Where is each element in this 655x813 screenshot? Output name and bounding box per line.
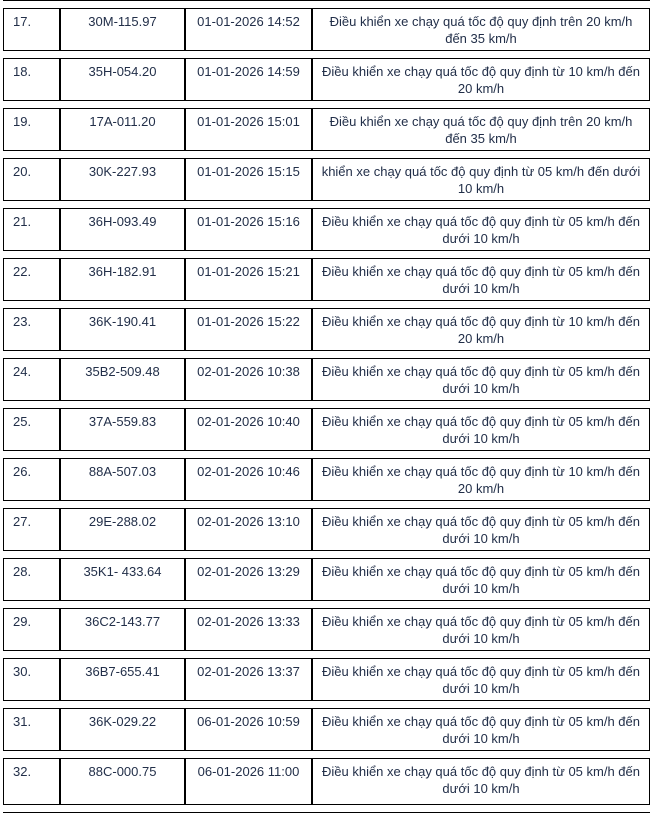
table-row — [3, 408, 650, 451]
datetime-cell: 01-01-2026 15:01 — [185, 108, 312, 151]
violation-cell: Điều khiển xe chạy quá tốc độ quy định từ 10 km/h đến 20 km/h — [312, 308, 650, 351]
table-row — [3, 658, 650, 701]
datetime-cell: 02-01-2026 13:29 — [185, 558, 312, 601]
plate-cell: 35K1- 433.64 — [60, 558, 185, 601]
plate-cell: 36H-093.49 — [60, 208, 185, 251]
plate-cell: 36C2-143.77 — [60, 608, 185, 651]
violation-table-body — [3, 0, 650, 813]
datetime-cell: 01-01-2026 14:52 — [185, 8, 312, 51]
plate-cell: 88A-507.03 — [60, 458, 185, 501]
table-row — [3, 758, 650, 805]
violation-cell: Điều khiển xe chạy quá tốc độ quy định từ 05 km/h đến dưới 10 km/h — [312, 658, 650, 701]
violation-cell: Điều khiển xe chạy quá tốc độ quy định từ 05 km/h đến dưới 10 km/h — [312, 558, 650, 601]
row-number-cell: 26. — [3, 458, 60, 501]
violation-cell: Điều khiển xe chạy quá tốc độ quy định từ 05 km/h đến dưới 10 km/h — [312, 358, 650, 401]
table-row-partial-top — [3, 0, 650, 1]
plate-cell — [60, 0, 185, 1]
row-number-cell: 32. — [3, 758, 60, 805]
row-number-cell: 22. — [3, 258, 60, 301]
violation-cell: Điều khiển xe chạy quá tốc độ quy định từ 05 km/h đến dưới 10 km/h — [312, 258, 650, 301]
violation-cell: Điều khiển xe chạy quá tốc độ quy định từ 10 km/h đến 20 km/h — [312, 58, 650, 101]
table-row — [3, 358, 650, 401]
violation-cell: Điều khiển xe chạy quá tốc độ quy định từ 05 km/h đến dưới 10 km/h — [312, 758, 650, 805]
datetime-cell: 02-01-2026 10:40 — [185, 408, 312, 451]
table-row — [3, 158, 650, 201]
violation-cell: Điều khiển xe chạy quá tốc độ quy định từ 05 km/h đến dưới 10 km/h — [312, 408, 650, 451]
datetime-cell: 06-01-2026 10:59 — [185, 708, 312, 751]
datetime-cell: 02-01-2026 13:10 — [185, 508, 312, 551]
violation-results-table — [3, 0, 650, 813]
violation-cell: khiển xe chạy quá tốc độ quy định từ 05 km/h đến dưới 10 km/h — [312, 158, 650, 201]
datetime-cell: 02-01-2026 13:33 — [185, 608, 312, 651]
table-row — [3, 308, 650, 351]
datetime-cell: 01-01-2026 15:22 — [185, 308, 312, 351]
table-row — [3, 208, 650, 251]
datetime-cell: 01-01-2026 15:21 — [185, 258, 312, 301]
datetime-cell: 02-01-2026 10:38 — [185, 358, 312, 401]
row-number-cell: 18. — [3, 58, 60, 101]
row-number-cell — [3, 0, 60, 1]
plate-cell: 36B7-655.41 — [60, 658, 185, 701]
plate-cell: 37A-559.83 — [60, 408, 185, 451]
table-row — [3, 58, 650, 101]
row-number-cell: 24. — [3, 358, 60, 401]
row-number-cell: 28. — [3, 558, 60, 601]
table-row — [3, 508, 650, 551]
violation-cell: Điều khiển xe chạy quá tốc độ quy định trên 20 km/h đến 35 km/h — [312, 8, 650, 51]
plate-cell: 30M-115.97 — [60, 8, 185, 51]
plate-cell: 36H-182.91 — [60, 258, 185, 301]
table-row — [3, 708, 650, 751]
violation-cell: Điều khiển xe chạy quá tốc độ quy định từ 05 km/h đến dưới 10 km/h — [312, 708, 650, 751]
table-row — [3, 258, 650, 301]
row-number-cell: 23. — [3, 308, 60, 351]
violation-cell: Điều khiển xe chạy quá tốc độ quy định trên 20 km/h đến 35 km/h — [312, 108, 650, 151]
table-row — [3, 608, 650, 651]
row-number-cell: 27. — [3, 508, 60, 551]
violation-cell: Điều khiển xe chạy quá tốc độ quy định từ 10 km/h đến 20 km/h — [312, 458, 650, 501]
datetime-cell: 01-01-2026 15:16 — [185, 208, 312, 251]
datetime-cell: 06-01-2026 11:00 — [185, 758, 312, 805]
plate-cell: 30K-227.93 — [60, 158, 185, 201]
plate-cell: 29E-288.02 — [60, 508, 185, 551]
violation-cell: Điều khiển xe chạy quá tốc độ quy định từ 05 km/h đến dưới 10 km/h — [312, 508, 650, 551]
table-row — [3, 8, 650, 51]
table-row — [3, 108, 650, 151]
row-number-cell: 25. — [3, 408, 60, 451]
datetime-cell: 01-01-2026 14:59 — [185, 58, 312, 101]
table-row — [3, 558, 650, 601]
datetime-cell: 02-01-2026 13:37 — [185, 658, 312, 701]
row-number-cell: 19. — [3, 108, 60, 151]
row-number-cell: 31. — [3, 708, 60, 751]
table-row — [3, 458, 650, 501]
row-number-cell: 21. — [3, 208, 60, 251]
plate-cell: 35B2-509.48 — [60, 358, 185, 401]
plate-cell: 17A-011.20 — [60, 108, 185, 151]
violation-cell: Điều khiển xe chạy quá tốc độ quy định từ 05 km/h đến dưới 10 km/h — [312, 608, 650, 651]
datetime-cell: 01-01-2026 15:15 — [185, 158, 312, 201]
datetime-cell: 02-01-2026 10:46 — [185, 458, 312, 501]
plate-cell: 35H-054.20 — [60, 58, 185, 101]
datetime-cell — [185, 0, 312, 1]
plate-cell: 36K-190.41 — [60, 308, 185, 351]
violation-cell — [312, 0, 650, 1]
row-number-cell: 30. — [3, 658, 60, 701]
row-number-cell: 17. — [3, 8, 60, 51]
row-number-cell: 20. — [3, 158, 60, 201]
plate-cell: 36K-029.22 — [60, 708, 185, 751]
plate-cell: 88C-000.75 — [60, 758, 185, 805]
violation-cell: Điều khiển xe chạy quá tốc độ quy định từ 05 km/h đến dưới 10 km/h — [312, 208, 650, 251]
row-number-cell: 29. — [3, 608, 60, 651]
